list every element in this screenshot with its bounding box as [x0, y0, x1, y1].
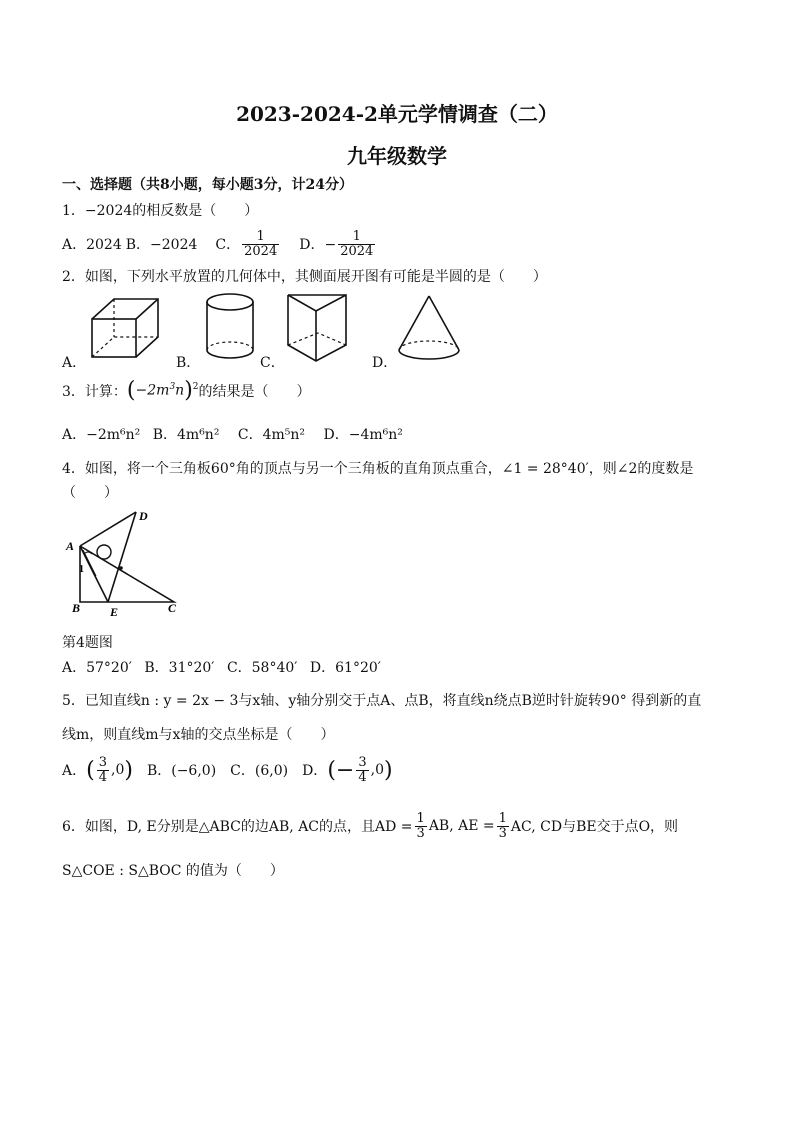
q1-option-c-fraction: $\frac{1}{2024}$ — [244, 229, 278, 259]
label-angle-1: 1 — [79, 564, 84, 575]
q6-fraction-ae: $\frac{1}{3}$ — [498, 811, 507, 841]
q4-paren: （ ） — [62, 485, 118, 501]
q1-option-d: D．− — [299, 237, 337, 254]
q1-options — [62, 230, 377, 258]
q1-option-d-fraction: $\frac{1}{2024}$ — [340, 229, 374, 259]
q2-label-c: C． — [260, 355, 285, 371]
q2-stem: 2．如图，下列水平放置的几何体中，其侧面展开图有可能是半圆的是（ ） — [62, 269, 547, 285]
q2-label-b: B． — [176, 355, 201, 371]
q5-options: A． ( $\frac{3}{4}$ ,0 ) B．(−6,0) C．(6,0) D． (− $\frac{3}{4}$ ,0 ) — [62, 755, 393, 785]
exam-title: 2023-2024-2单元学情调查（二） — [236, 102, 558, 126]
q5-option-c: C．(6,0) — [230, 763, 289, 780]
q4-figure-caption: 第4题图 — [62, 635, 113, 651]
q3-option-a: A．−2m⁶n² — [62, 427, 141, 443]
q4-stem: 4．如图，将一个三角板60°角的顶点与另一个三角板的直角顶点重合，∠1 = 28°40′，则∠2的度数是 — [62, 461, 694, 477]
q1-option-b: B．−2024 — [125, 237, 198, 254]
q4-triangle-figure — [62, 506, 192, 618]
q4-option-d: D．61°20′ — [309, 660, 381, 676]
q3-options — [62, 424, 403, 444]
q5-option-a-fraction: $\frac{3}{4}$ — [98, 755, 107, 785]
q5-option-d: D． — [302, 763, 328, 780]
q5-option-d-fraction: $\frac{3}{4}$ — [358, 755, 367, 785]
q1-option-c: C． — [215, 237, 241, 254]
q4-option-c: C．58°40′ — [226, 660, 298, 676]
q1-stem: 1．−2024的相反数是（ ） — [62, 203, 259, 219]
label-point-a: A — [66, 539, 75, 553]
label-point-d: D — [139, 509, 148, 523]
label-point-e: E — [110, 605, 119, 619]
prism-figure — [286, 293, 348, 363]
q4-option-b: B．31°20′ — [144, 660, 215, 676]
q5-option-a: A． — [62, 763, 87, 780]
q2-label-d: D． — [372, 355, 398, 371]
q3-option-b: B．4m⁶n² — [152, 427, 220, 443]
label-point-b: B — [72, 601, 81, 615]
q4-option-a: A．57°20′ — [62, 660, 132, 676]
q3-option-d: D．−4m⁶n² — [323, 427, 403, 443]
q6-stem-line1: 6．如图，D, E分别是△ABC的边AB, AC的点，且AD = $\frac{1}{3}$ AB, AE = $\frac{1}{3}$ AC, CD与BE交于点O，则 — [62, 811, 679, 841]
q1-option-a: A．2024 — [62, 237, 122, 254]
q3-expression: $(-2m^3n)^2$ — [126, 378, 199, 403]
cube-figure — [90, 297, 160, 361]
q5-stem-line2: 线m，则直线m与x轴的交点坐标是（ ） — [62, 727, 335, 743]
cylinder-figure — [204, 292, 256, 362]
q5-stem-line1: 5．已知直线n : y = 2x − 3与x轴、y轴分别交于点A、点B，将直线n绕点B逆时针旋转90° 得到新的直 — [62, 693, 702, 709]
label-point-c: C — [168, 601, 177, 615]
q6-fraction-ad: $\frac{1}{3}$ — [416, 811, 425, 841]
cone-figure — [396, 294, 462, 362]
q4-options — [62, 657, 381, 677]
q3-option-c: C．4m⁵n² — [237, 427, 306, 443]
exam-subtitle: 九年级数学 — [347, 144, 447, 168]
q6-stem-line2: S△COE : S△BOC 的值为（ ） — [62, 863, 284, 879]
q2-label-a: A． — [62, 355, 87, 371]
q3-stem: 3．计算： $(-2m^3n)^2$ 的结果是（ ） — [62, 378, 311, 403]
section-heading: 一、选择题（共8小题，每小题3分，计24分） — [62, 177, 353, 193]
q5-option-b: B．(−6,0) — [146, 763, 217, 780]
